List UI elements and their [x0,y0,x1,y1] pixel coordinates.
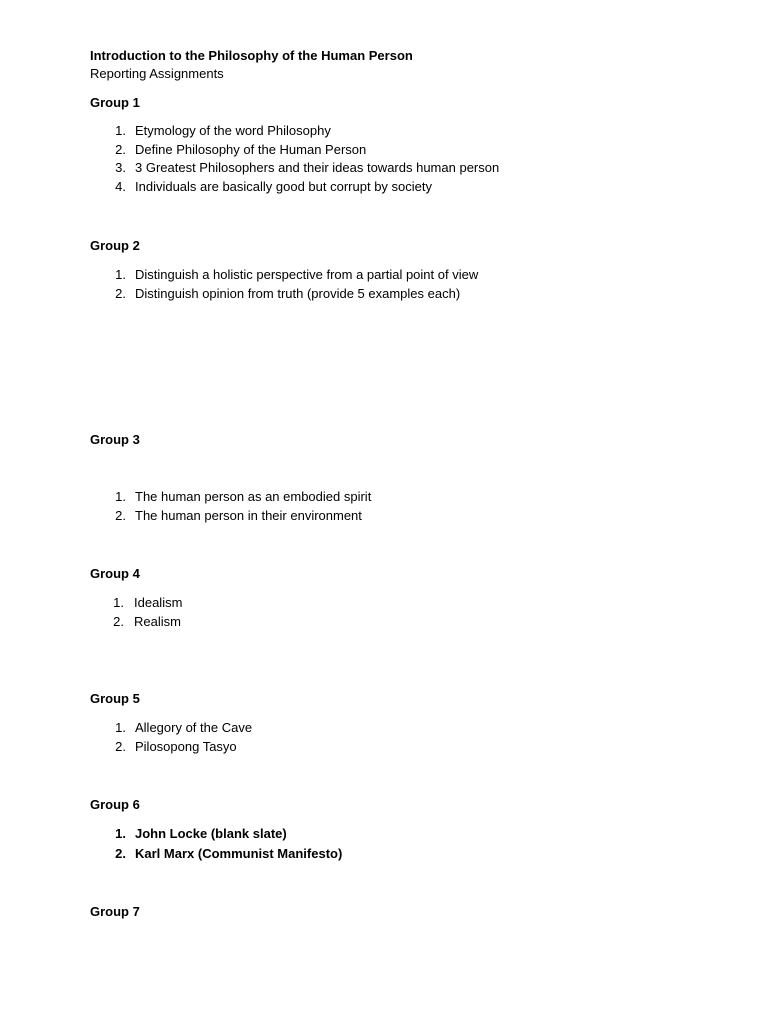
group-heading: Group 6 [90,797,140,812]
list-item [0,612,768,631]
group-heading: Group 7 [90,904,140,919]
list-number: 1. [115,123,126,138]
group-heading: Group 3 [90,432,140,447]
list-item [0,718,768,737]
list-item-text: Distinguish a holistic perspective from a partial point of view [135,267,479,282]
document-subtitle: Reporting Assignments [90,66,224,81]
list-item [0,265,768,284]
list-item-text: 3 Greatest Philosophers and their ideas towards human person [135,160,500,175]
list-number: 1. [115,489,126,504]
list-item-text: Individuals are basically good but corrupt by society [135,179,432,194]
list-item-text: Idealism [134,595,183,610]
group-heading: Group 4 [90,566,140,581]
group-heading: Group 5 [90,691,140,706]
list-number: 2. [115,142,126,157]
list-item-text: Etymology of the word Philosophy [135,123,331,138]
list-item [0,506,768,525]
list-number: 1. [115,720,126,735]
list-number: 2. [115,286,126,301]
list-item [0,487,768,506]
list-item [0,824,768,843]
document-title: Introduction to the Philosophy of the Human Person [90,48,413,63]
list-number: 1. [115,267,126,282]
list-number: 1. [113,595,124,610]
list-number: 2. [115,508,126,523]
list-item-text: Define Philosophy of the Human Person [135,142,367,157]
list-number: 2. [115,739,126,754]
list-item [0,844,768,863]
list-number: 1. [115,826,126,841]
list-item-text: Allegory of the Cave [135,720,253,735]
group-heading: Group 2 [90,238,140,253]
list-item-text: Realism [134,614,181,629]
list-item [0,158,768,177]
list-item [0,177,768,196]
list-item [0,140,768,159]
list-item-text: John Locke (blank slate) [135,826,287,841]
list-item [0,593,768,612]
list-item-text: Pilosopong Tasyo [135,739,237,754]
list-number: 4. [115,179,126,194]
list-item-text: Karl Marx (Communist Manifesto) [135,846,343,861]
list-item-text: Distinguish opinion from truth (provide 5 examples each) [135,286,461,301]
list-item [0,284,768,303]
list-item-text: The human person as an embodied spirit [135,489,372,504]
list-number: 3. [115,160,126,175]
list-item [0,121,768,140]
list-number: 2. [115,846,126,861]
list-item-text: The human person in their environment [135,508,362,523]
list-number: 2. [113,614,124,629]
group-heading: Group 1 [90,95,140,110]
list-item [0,737,768,756]
